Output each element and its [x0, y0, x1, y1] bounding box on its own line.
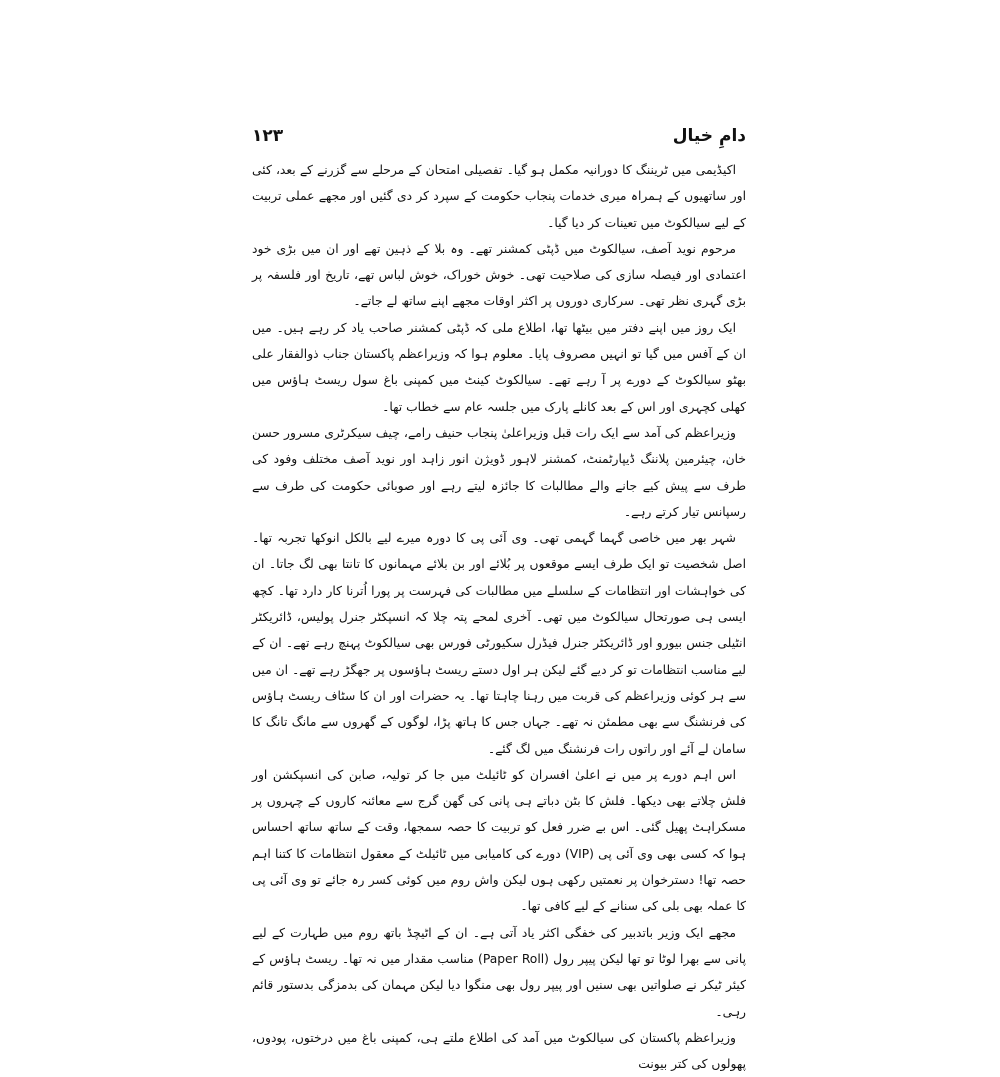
running-title: دامِ خیال — [672, 125, 746, 146]
paragraph: مرحوم نوید آصف، سیالکوٹ میں ڈپٹی کمشنر تھے۔ وہ بلا کے ذہین تھے اور ان میں بڑی خود اعتمادی اور فیصلہ سازی کی صلاحیت تھی۔ خوش خوراک، خوش لباس تھے، تاریخ اور فلسفہ پر بڑی گہری نظر تھی۔ سرکاری دوروں پر اکثر اوقات مجھے اپنے ساتھ لے جاتے۔ — [252, 241, 746, 309]
body-text — [252, 157, 746, 1072]
page-header — [252, 120, 746, 152]
paragraph: ایک روز میں اپنے دفتر میں بیٹھا تھا، اطلاع ملی کہ ڈپٹی کمشنر صاحب یاد کر رہے ہیں۔ میں ان کے آفس میں گیا تو انہیں مصروف پایا۔ معلوم ہوا کہ وزیراعظم پاکستان جناب ذوالفقار علی بھٹو سیالکوٹ کے دورے پر آ رہے تھے۔ سیالکوٹ کینٹ میں کمپنی باغ سول ریسٹ ہاؤس میں کھلی کچہری اور اس کے بعد کانلے پارک میں جلسہ عام سے خطاب تھا۔ — [252, 320, 746, 414]
paragraph: مجھے ایک وزیر باتدبیر کی خفگی اکثر یاد آتی ہے۔ ان کے اٹیچڈ باتھ روم میں طہارت کے لیے پانی سے بھرا لوٹا تو تھا لیکن پیپر رول (Paper Roll) مناسب مقدار میں نہ تھا۔ ریسٹ ہاؤس کے کیئر ٹیکر نے صلواتیں بھی سنیں اور پیپر رول بھی منگوا دیا لیکن مہمان کی بدمزگی بدستور قائم رہی۔ — [252, 925, 746, 1019]
page-number: ۱۲۳ — [252, 125, 284, 146]
paragraph: وزیراعظم پاکستان کی سیالکوٹ میں آمد کی اطلاع ملتے ہی، کمپنی باغ میں درختوں، پودوں، پھولوں کی کتر بیونت — [252, 1030, 746, 1072]
paragraph: اکیڈیمی میں ٹریننگ کا دورانیہ مکمل ہو گیا۔ تفصیلی امتحان کے مرحلے سے گزرنے کے بعد، کئی اور ساتھیوں کے ہمراہ میری خدمات پنجاب حکومت کے سپرد کر دی گئیں اور مجھے عملی تربیت کے لیے سیالکوٹ میں تعینات کر دیا گیا۔ — [252, 163, 746, 230]
paragraph: اس اہم دورے پر میں نے اعلیٰ افسران کو ٹائیلٹ میں جا کر تولیہ، صابن کی انسپکشن اور فلش چلاتے بھی دیکھا۔ فلش کا بٹن دباتے ہی پانی کی گھن گرج سے معائنہ کاروں کے چہروں پر مسکراہٹ پھیل گئی۔ اس بے ضرر فعل کو تربیت کا حصہ سمجھا، وقت کے ساتھ ساتھ احساس ہوا کہ کسی بھی وی آئی پی (VIP) دورے کی کامیابی میں ٹائیلٹ کے معقول انتظامات کا کتنا اہم حصہ تھا! دسترخوان پر نعمتیں رکھی ہوں لیکن واش روم میں کوئی کسر رہ جائے تو وی آئی پی کا عملہ بھی بلی کی سنانے کے لیے کافی تھا۔ — [252, 767, 746, 914]
paragraph: شہر بھر میں خاصی گہما گہمی تھی۔ وی آئی پی کا دورہ میرے لیے بالکل انوکھا تجربہ تھا۔ اصل شخصیت تو ایک طرف ایسے موقعوں پر بُلائے اور بن بلائے مہمانوں کا تانتا بھی لگ جاتا۔ ان کی خواہشات اور انتظامات کے سلسلے میں مطالبات کی فہرست پر پورا اُترنا کار دارد تھا۔ کچھ ایسی ہی صورتحال سیالکوٹ میں تھی۔ آخری لمحے پتہ چلا کہ انسپکٹر جنرل پولیس، ڈائریکٹر انٹیلی جنس بیورو اور ڈائریکٹر جنرل فیڈرل سکیورٹی فورس بھی سیالکوٹ پہنچ رہے تھے۔ ان کے لیے مناسب انتظامات تو کر دیے گئے لیکن ہر اول دستے ریسٹ ہاؤسوں پر جھگڑ رہے تھے۔ ان میں سے ہر کوئی وزیراعظم کی قربت میں رہنا چاہتا تھا۔ یہ حضرات اور ان کا سٹاف ریسٹ ہاؤس کی فرنشنگ سے بھی مطمئن نہ تھے۔ جہاں جس کا ہاتھ پڑا، لوگوں کے گھروں سے مانگ تانگ کا سامان لے آئے اور راتوں رات فرنشنگ میں لگ گئے۔ — [252, 531, 746, 756]
paragraph: وزیراعظم کی آمد سے ایک رات قبل وزیراعلیٰ پنجاب حنیف رامے، چیف سیکرٹری مسرور حسن خان، چیئرمین پلاننگ ڈیپارٹمنٹ، کمشنر لاہور ڈویژن انور زاہد اور نوید آصف مختلف وفود کی طرف سے پیش کیے جانے والے مطالبات کا جائزہ لیتے رہے اور صوبائی حکومت کی طرف سے رسپانس تیار کرتے رہے۔ — [252, 425, 746, 519]
